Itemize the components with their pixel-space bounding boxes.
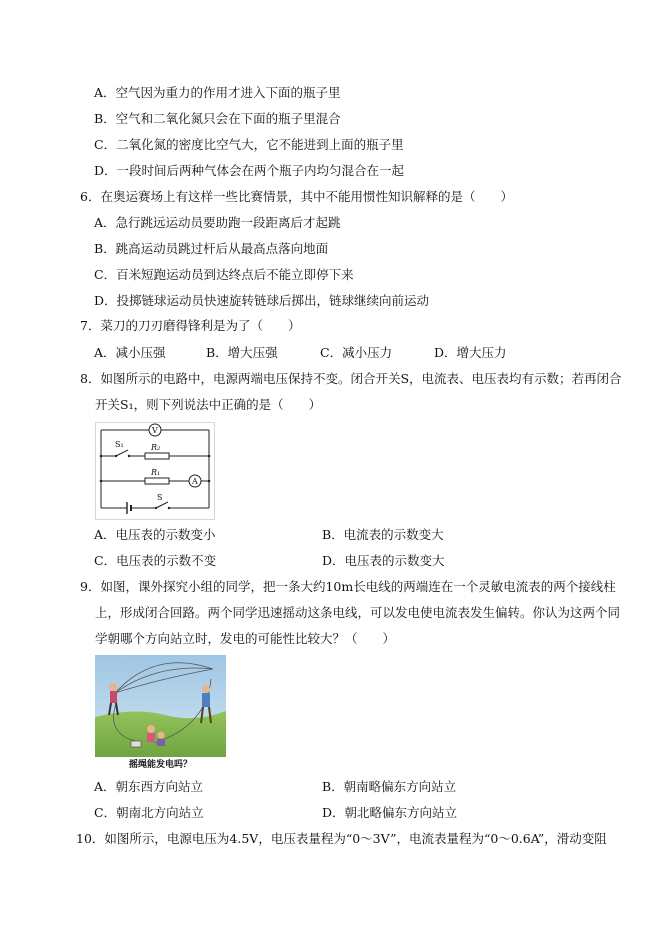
q8-circuit-diagram: [95, 422, 215, 520]
q7-option-c: C．减小压力: [320, 345, 393, 360]
r1-label: R₁: [151, 468, 161, 477]
q9-stem-line3: 学朝哪个方向站立时，发电的可能性比较大？（ ）: [95, 631, 396, 646]
q9-stem-line1: 9．如图，课外探究小组的同学，把一条大约10m长电线的两端连在一个灵敏电流表的两个接线柱: [80, 579, 616, 594]
q8-option-d: D．电压表的示数变大: [322, 553, 445, 568]
q10-stem-line1: 10．如图所示，电源电压为4.5V，电压表量程为“0～3V”，电流表量程为“0～0.6A”，滑动变阻: [76, 831, 607, 846]
q6-stem: 6．在奥运赛场上有这样一些比赛情景，其中不能用惯性知识解释的是（ ）: [80, 189, 513, 204]
q8-stem-line1: 8．如图所示的电路中，电源两端电压保持不变。闭合开关S，电流表、电压表均有示数；若再闭合: [80, 371, 622, 386]
q6-option-d: D．投掷链球运动员快速旋转链球后掷出，链球继续向前运动: [94, 293, 430, 308]
s-label: S: [157, 493, 163, 502]
q9-image-caption: 摇绳能发电吗？: [128, 760, 193, 770]
q9-rope-illustration: [95, 655, 226, 771]
q5-option-a: A．空气因为重力的作用才进入下面的瓶子里: [94, 85, 341, 100]
q7-option-d: D．增大压力: [434, 345, 507, 360]
q7-stem: 7．菜刀的刀刃磨得锋利是为了（ ）: [80, 318, 301, 333]
q6-option-b: B．跳高运动员跳过杆后从最高点落向地面: [94, 241, 329, 256]
voltmeter-label: V: [152, 426, 158, 435]
q9-option-d: D．朝北略偏东方向站立: [322, 805, 458, 820]
q7-option-b: B．增大压强: [206, 345, 278, 360]
q9-option-c: C．朝南北方向站立: [94, 805, 204, 820]
r2-label: R₂: [151, 443, 161, 452]
q9-stem-line2: 上，形成闭合回路。两个同学迅速摇动这条电线，可以发电使电流表发生偏转。你认为这两个同: [95, 605, 621, 620]
q8-option-a: A．电压表的示数变小: [94, 527, 216, 542]
q8-stem-line2: 开关S₁，则下列说法中正确的是（ ）: [95, 397, 322, 412]
q8-option-b: B．电流表的示数变大: [322, 527, 444, 542]
q7-option-a: A．减小压强: [94, 345, 166, 360]
q8-option-c: C．电压表的示数不变: [94, 553, 217, 568]
q6-option-a: A．急行跳远运动员要助跑一段距离后才起跳: [94, 215, 341, 230]
s1-label: S₁: [115, 440, 124, 449]
q5-option-d: D．一段时间后两种气体会在两个瓶子内均匀混合在一起: [94, 163, 405, 178]
q6-option-c: C．百米短跑运动员到达终点后不能立即停下来: [94, 267, 354, 282]
q9-option-b: B．朝南略偏东方向站立: [322, 779, 457, 794]
q5-option-b: B．空气和二氧化氮只会在下面的瓶子里混合: [94, 111, 341, 126]
q9-option-a: A．朝东西方向站立: [94, 779, 204, 794]
q5-option-c: C．二氧化氮的密度比空气大，它不能进到上面的瓶子里: [94, 137, 404, 152]
ammeter-label: A: [192, 477, 198, 486]
